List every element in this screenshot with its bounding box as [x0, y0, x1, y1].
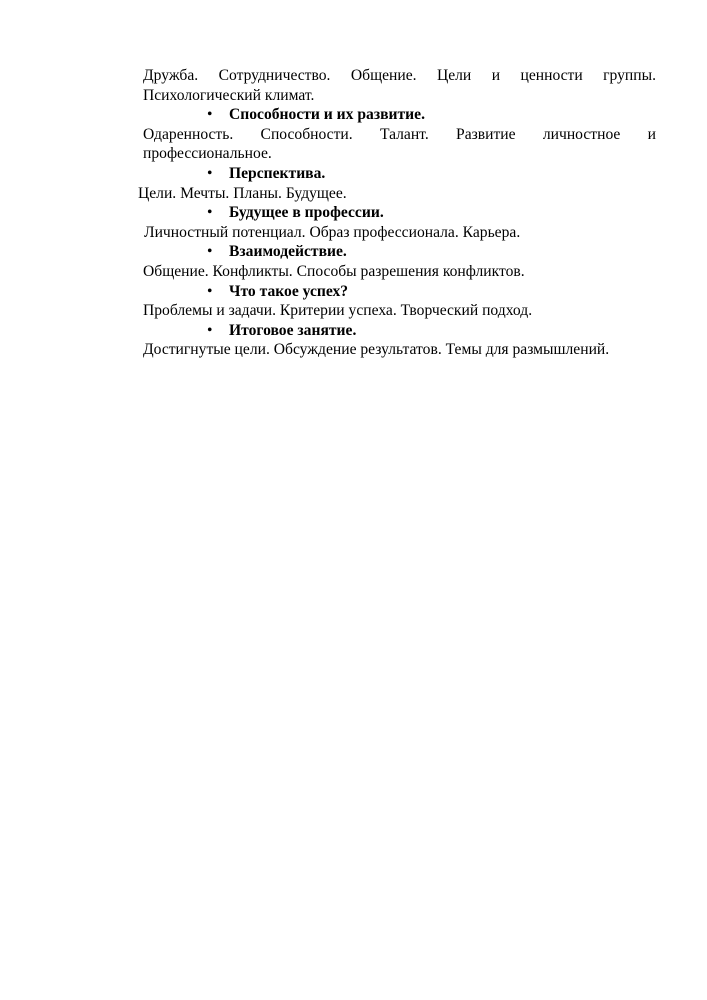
heading-text: Итоговое занятие. [229, 321, 357, 339]
document-body [138, 66, 656, 360]
heading-success [143, 282, 656, 302]
heading-text: Будущее в профессии. [229, 204, 384, 222]
bullet-icon: • [207, 106, 213, 124]
heading-text: Способности и их развитие. [229, 106, 425, 124]
heading-abilities [143, 105, 656, 125]
bullet-icon: • [207, 243, 213, 261]
heading-text: Что такое успех? [229, 282, 349, 300]
heading-final-lesson [143, 321, 656, 341]
bullet-icon: • [207, 164, 213, 182]
paragraph-friendship: Дружба. Сотрудничество. Общение. Цели и ценности группы. Психологический климат. [143, 67, 656, 104]
heading-perspective [143, 164, 656, 184]
bullet-icon: • [207, 321, 213, 339]
heading-interaction [143, 242, 656, 262]
paragraph-future-profession: Личностный потенциал. Образ профессионала. Карьера. [144, 223, 521, 241]
paragraph-abilities: Одаренность. Способности. Талант. Развитие личностное и профессиональное. [143, 125, 656, 163]
heading-text: Взаимодействие. [229, 243, 347, 261]
paragraph-final-lesson: Достигнутые цели. Обсуждение результатов. Темы для размышлений. [143, 341, 610, 359]
heading-future-profession [143, 203, 656, 223]
bullet-icon: • [207, 204, 213, 222]
paragraph-interaction: Общение. Конфликты. Способы разрешения конфликтов. [143, 262, 525, 280]
bullet-icon: • [207, 282, 213, 300]
paragraph-success: Проблемы и задачи. Критерии успеха. Творческий подход. [143, 302, 533, 320]
heading-text: Перспектива. [229, 164, 326, 182]
paragraph-perspective: Цели. Мечты. Планы. Будущее. [138, 184, 347, 202]
